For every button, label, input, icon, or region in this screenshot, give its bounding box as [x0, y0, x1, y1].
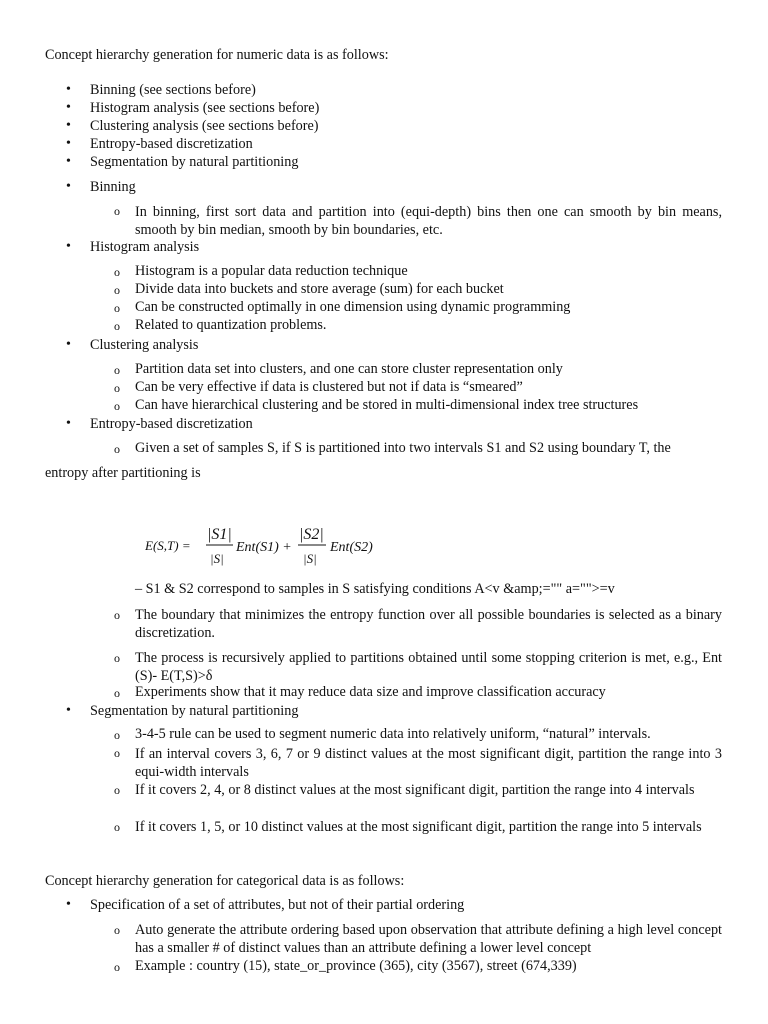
- bullet: •: [66, 82, 71, 97]
- section-title-entropy: Entropy-based discretization: [90, 416, 253, 432]
- bullet: •: [66, 136, 71, 151]
- sub-bullet: o: [114, 301, 120, 315]
- segmentation-item: If it covers 1, 5, or 10 distinct values at the most significant digit, partition the range into 5 intervals: [135, 819, 702, 835]
- clustering-item: Can have hierarchical clustering and be stored in multi-dimensional index tree structures: [135, 397, 639, 413]
- bullet: •: [66, 118, 71, 133]
- sub-bullet: o: [114, 608, 120, 622]
- section-title-binning: Binning: [90, 179, 136, 195]
- entropy-dash-note: – S1 & S2 correspond to samples in S satisfying conditions A<v &amp;="" a="">=v: [135, 581, 615, 597]
- summary-item: Clustering analysis (see sections before): [90, 118, 319, 134]
- bullet: •: [66, 897, 71, 912]
- summary-item: Segmentation by natural partitioning: [90, 154, 299, 170]
- sub-bullet: o: [114, 783, 120, 797]
- entropy-formula: [145, 522, 390, 568]
- histogram-item: Divide data into buckets and store average (sum) for each bucket: [135, 281, 504, 297]
- sub-bullet: o: [114, 265, 120, 279]
- binning-item: In binning, first sort data and partition into (equi-depth) bins then one can smooth by bin means, smooth by bin median, smooth by bin boundaries, etc.: [135, 204, 722, 238]
- bullet: •: [66, 239, 71, 254]
- formula-ent-2: Ent(S2): [330, 540, 373, 555]
- intro-categorical: Concept hierarchy generation for categorical data is as follows:: [45, 873, 405, 889]
- section-title-categorical: Specification of a set of attributes, but not of their partial ordering: [90, 897, 465, 913]
- categorical-item: Auto generate the attribute ordering based upon observation that attribute defining a high level concept has a smaller # of distinct values than an attribute defining a lower level concept: [135, 922, 722, 956]
- sub-bullet: o: [114, 746, 120, 760]
- sub-bullet: o: [114, 319, 120, 333]
- histogram-item: Can be constructed optimally in one dimension using dynamic programming: [135, 299, 571, 315]
- entropy-continuation: entropy after partitioning is: [45, 465, 201, 481]
- formula-ent-1: Ent(S1) +: [236, 540, 292, 555]
- sub-bullet: o: [114, 960, 120, 974]
- bullet: •: [66, 416, 71, 431]
- sub-bullet: o: [114, 686, 120, 700]
- formula-numerator-2: |S2|: [299, 526, 324, 543]
- histogram-item: Related to quantization problems.: [135, 317, 327, 333]
- bullet: •: [66, 154, 71, 169]
- summary-item: Binning (see sections before): [90, 82, 256, 98]
- bullet: •: [66, 179, 71, 194]
- section-title-clustering: Clustering analysis: [90, 337, 199, 353]
- entropy-item: The boundary that minimizes the entropy function over all possible boundaries is selected as a binary discretization.: [135, 607, 722, 641]
- clustering-item: Partition data set into clusters, and one can store cluster representation only: [135, 361, 563, 377]
- intro-numeric: Concept hierarchy generation for numeric data is as follows:: [45, 47, 389, 63]
- sub-bullet: o: [114, 283, 120, 297]
- histogram-item: Histogram is a popular data reduction technique: [135, 263, 408, 279]
- section-title-segmentation: Segmentation by natural partitioning: [90, 703, 299, 719]
- entropy-item: Given a set of samples S, if S is partitioned into two intervals S1 and S2 using boundary T, the: [135, 440, 671, 456]
- segmentation-item: If it covers 2, 4, or 8 distinct values at the most significant digit, partition the range into 4 intervals: [135, 782, 695, 798]
- sub-bullet: o: [114, 820, 120, 834]
- section-title-histogram: Histogram analysis: [90, 239, 200, 255]
- sub-bullet: o: [114, 399, 120, 413]
- clustering-item: Can be very effective if data is clustered but not if data is “smeared”: [135, 379, 523, 395]
- categorical-item: Example : country (15), state_or_province (365), city (3567), street (674,339): [135, 958, 577, 974]
- sub-bullet: o: [114, 651, 120, 665]
- sub-bullet: o: [114, 363, 120, 377]
- segmentation-item: If an interval covers 3, 6, 7 or 9 distinct values at the most significant digit, partition the range into 3 equi-width intervals: [135, 746, 722, 780]
- formula-denominator-1: |S|: [210, 551, 224, 566]
- sub-bullet: o: [114, 381, 120, 395]
- sub-bullet: o: [114, 442, 120, 456]
- sub-bullet: o: [114, 923, 120, 937]
- formula-numerator-1: |S1|: [207, 526, 232, 543]
- sub-bullet: o: [114, 728, 120, 742]
- bullet: •: [66, 703, 71, 718]
- summary-item: Entropy-based discretization: [90, 136, 253, 152]
- bullet: •: [66, 100, 71, 115]
- bullet: •: [66, 337, 71, 352]
- entropy-item: Experiments show that it may reduce data size and improve classification accuracy: [135, 684, 606, 700]
- segmentation-item: 3-4-5 rule can be used to segment numeric data into relatively uniform, “natural” intervals.: [135, 726, 651, 742]
- summary-item: Histogram analysis (see sections before): [90, 100, 320, 116]
- formula-denominator-2: |S|: [303, 551, 317, 566]
- sub-bullet: o: [114, 204, 120, 218]
- entropy-item: The process is recursively applied to partitions obtained until some stopping criterion is met, e.g., Ent (S)- E(T,S)>δ: [135, 650, 722, 684]
- formula-lhs: E(S,T) =: [145, 538, 191, 553]
